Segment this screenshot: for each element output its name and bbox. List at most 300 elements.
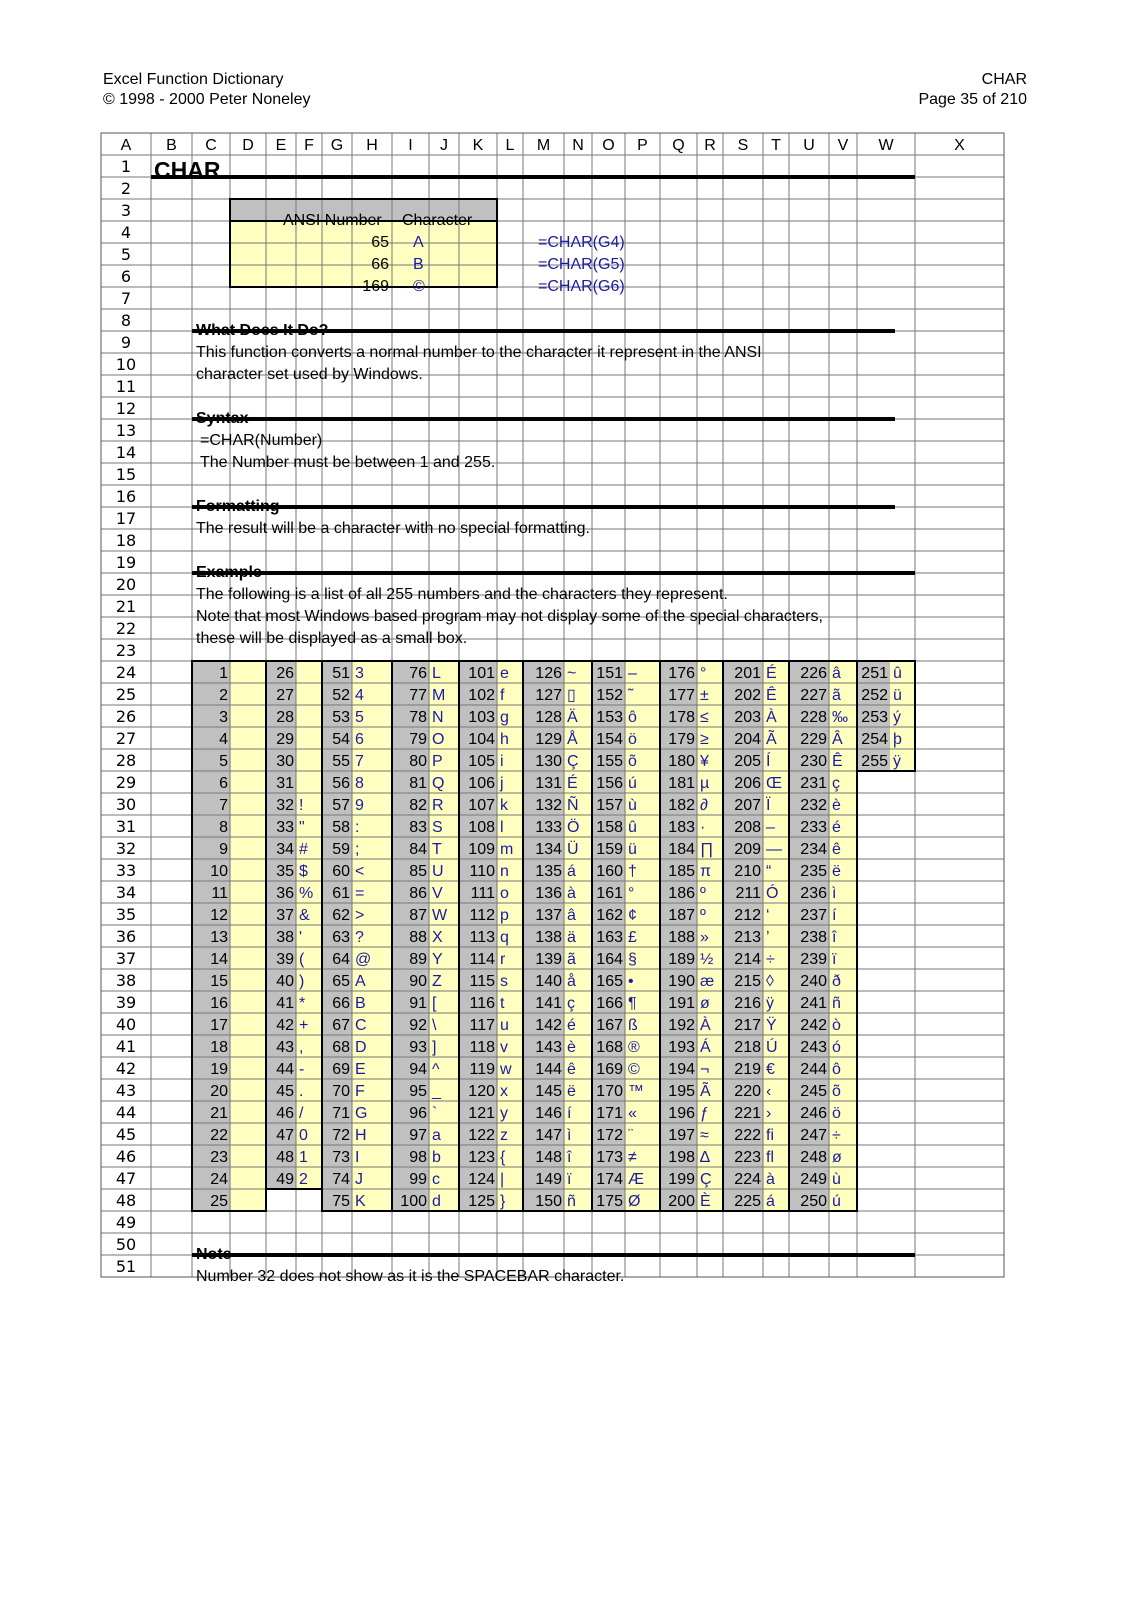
ansi-number: 134 (535, 841, 562, 858)
ansi-number: 130 (535, 753, 562, 770)
ansi-number: 62 (332, 907, 350, 924)
ansi-number: 61 (332, 885, 350, 902)
ansi-number: 37 (276, 907, 294, 924)
ansi-number: 75 (332, 1193, 350, 1210)
ansi-character: ñ (832, 995, 841, 1012)
ansi-number: 160 (596, 863, 623, 880)
ansi-number: 28 (276, 709, 294, 726)
ansi-number: 182 (668, 797, 695, 814)
ansi-character: ß (628, 1017, 638, 1034)
ansi-character: 1 (299, 1149, 308, 1166)
ansi-number: 147 (535, 1127, 562, 1144)
ansi-character: o (500, 885, 509, 902)
row-header-number: 32 (115, 839, 137, 858)
column-header-letter: J (440, 137, 448, 154)
ansi-character: ç (567, 995, 575, 1012)
ansi-number: 29 (276, 731, 294, 748)
ansi-number: 87 (409, 907, 427, 924)
doc-copyright: © 1998 - 2000 Peter Noneley (103, 91, 311, 108)
ansi-character: > (355, 907, 365, 924)
ansi-character: ▯ (567, 687, 576, 704)
ansi-number: 239 (800, 951, 827, 968)
char-table-char-fill (230, 661, 266, 1211)
ansi-number: 195 (668, 1083, 695, 1100)
ansi-character: ï (832, 951, 837, 968)
row-header-number: 12 (115, 399, 137, 418)
ansi-character: Ï (766, 797, 771, 814)
ansi-character: ] (432, 1039, 437, 1056)
ansi-number: 93 (409, 1039, 427, 1056)
ansi-character: ú (628, 775, 637, 792)
what-text: character set used by Windows. (196, 366, 423, 383)
ansi-character: – (628, 665, 637, 682)
ansi-number: 46 (276, 1105, 294, 1122)
ansi-character: H (355, 1127, 367, 1144)
ansi-character: l (500, 819, 504, 836)
ansi-number: 190 (668, 973, 695, 990)
ansi-number: 79 (409, 731, 427, 748)
ansi-number: 233 (800, 819, 827, 836)
demo-number: 65 (371, 234, 389, 251)
ansi-number: 137 (535, 907, 562, 924)
ansi-character: ê (567, 1061, 576, 1078)
ansi-character: Q (432, 775, 445, 792)
ansi-character: = (355, 885, 365, 902)
ansi-number: 85 (409, 863, 427, 880)
ansi-character: ◊ (766, 973, 774, 990)
ansi-number: 22 (210, 1127, 228, 1144)
ansi-character: Æ (628, 1171, 644, 1188)
ansi-character: ; (355, 841, 360, 858)
ansi-number: 200 (668, 1193, 695, 1210)
ansi-number: 11 (211, 885, 228, 902)
ansi-number: 170 (596, 1083, 623, 1100)
ansi-character: u (500, 1017, 509, 1034)
ansi-number: 189 (668, 951, 695, 968)
ansi-number: 159 (596, 841, 623, 858)
ansi-number: 7 (219, 797, 228, 814)
ansi-number: 251 (861, 665, 888, 682)
ansi-number: 226 (800, 665, 827, 682)
column-header-letter: K (472, 137, 484, 154)
row-header-number: 44 (115, 1103, 137, 1122)
ansi-character: ï (567, 1171, 572, 1188)
ansi-number: 201 (734, 665, 761, 682)
column-header-letter: C (205, 137, 217, 154)
ansi-number: 129 (535, 731, 562, 748)
ansi-character: ? (355, 929, 364, 946)
ansi-number: 73 (332, 1149, 350, 1166)
ansi-number: 164 (596, 951, 623, 968)
demo-header-number: ANSI Number (283, 212, 382, 229)
ansi-character: : (355, 819, 360, 836)
ansi-character: & (299, 907, 310, 924)
ansi-character: ö (832, 1105, 841, 1122)
ansi-character: Ø (628, 1193, 641, 1210)
column-header-letter: U (803, 137, 815, 154)
ansi-number: 196 (668, 1105, 695, 1122)
ansi-number: 243 (800, 1039, 827, 1056)
ansi-character: # (299, 841, 308, 858)
ansi-number: 60 (332, 863, 350, 880)
row-header-number: 6 (120, 267, 132, 286)
row-header-number: 10 (115, 355, 137, 374)
ansi-character: 9 (355, 797, 364, 814)
column-header-letter: A (120, 137, 132, 154)
ansi-number: 218 (734, 1039, 761, 1056)
ansi-number: 144 (535, 1061, 562, 1078)
ansi-character: % (299, 885, 314, 902)
ansi-number: 76 (409, 665, 427, 682)
ansi-number: 245 (800, 1083, 827, 1100)
ansi-number: 128 (535, 709, 562, 726)
ansi-character: J (355, 1171, 363, 1188)
row-header-number: 29 (115, 773, 137, 792)
ansi-character: | (500, 1171, 505, 1188)
ansi-character: ø (832, 1149, 842, 1166)
ansi-number: 157 (596, 797, 623, 814)
ansi-character: Ç (567, 753, 579, 770)
ansi-character: ~ (567, 665, 577, 682)
ansi-number: 14 (210, 951, 228, 968)
column-header-letter: N (572, 137, 584, 154)
ansi-number: 202 (734, 687, 761, 704)
ansi-character: » (700, 929, 709, 946)
ansi-character: a (432, 1127, 441, 1144)
ansi-character: ≈ (700, 1127, 709, 1144)
row-header-number: 11 (115, 377, 137, 396)
ansi-character: F (355, 1083, 365, 1100)
ansi-character: ≥ (700, 731, 709, 748)
ansi-character: r (500, 951, 506, 968)
ansi-character: ’ (766, 929, 770, 946)
column-header-letter: F (304, 137, 314, 154)
ansi-number: 249 (800, 1171, 827, 1188)
ansi-character: K (355, 1193, 366, 1210)
ansi-number: 220 (734, 1083, 761, 1100)
doc-title: Excel Function Dictionary (103, 71, 284, 88)
ansi-number: 86 (409, 885, 427, 902)
demo-char: A (413, 234, 424, 251)
ansi-number: 82 (409, 797, 427, 814)
ansi-character: \ (432, 1017, 437, 1034)
ansi-character: b (432, 1149, 441, 1166)
ansi-character: X (432, 929, 443, 946)
ansi-character: è (832, 797, 841, 814)
ansi-character: _ (432, 1083, 441, 1100)
ansi-number: 179 (668, 731, 695, 748)
row-header-number: 33 (115, 861, 137, 880)
ansi-character: ø (700, 995, 710, 1012)
row-header-number: 30 (115, 795, 137, 814)
demo-number: 66 (371, 256, 389, 273)
column-header-letter: G (330, 137, 344, 154)
ansi-number: 30 (276, 753, 294, 770)
ansi-number: 44 (276, 1061, 294, 1078)
row-header-number: 23 (115, 641, 137, 660)
ansi-character: ≠ (628, 1149, 637, 1166)
row-header-number: 13 (115, 421, 137, 440)
ansi-character: ù (832, 1171, 841, 1188)
ansi-number: 47 (276, 1127, 294, 1144)
ansi-number: 139 (535, 951, 562, 968)
ansi-number: 210 (734, 863, 761, 880)
ansi-number: 35 (276, 863, 294, 880)
ansi-number: 110 (469, 863, 495, 880)
ansi-character: ‹ (766, 1083, 772, 1100)
ansi-number: 228 (800, 709, 827, 726)
ansi-character: â (567, 907, 576, 924)
example-text: The following is a list of all 255 numbers and the characters they represent. (196, 586, 728, 603)
ansi-character: – (766, 819, 775, 836)
ansi-character: ( (299, 951, 305, 968)
ansi-number: 23 (210, 1149, 228, 1166)
ansi-number: 146 (535, 1105, 562, 1122)
ansi-number: 5 (219, 753, 228, 770)
row-header-number: 34 (115, 883, 137, 902)
ansi-number: 91 (409, 995, 427, 1012)
ansi-number: 89 (409, 951, 427, 968)
ansi-number: 24 (210, 1171, 228, 1188)
ansi-number: 97 (409, 1127, 427, 1144)
ansi-number: 180 (668, 753, 695, 770)
ansi-character: ä (567, 929, 576, 946)
row-header-number: 18 (115, 531, 137, 550)
ansi-number: 236 (800, 885, 827, 902)
ansi-character: £ (628, 929, 637, 946)
function-name: CHAR (981, 71, 1027, 88)
ansi-character: º (700, 885, 706, 902)
ansi-character: R (432, 797, 444, 814)
ansi-character: ﬁ (766, 1127, 774, 1144)
column-header-letter: B (166, 137, 177, 154)
ansi-character: § (628, 951, 637, 968)
column-header-letter: I (408, 137, 413, 154)
row-header-number: 4 (120, 223, 132, 242)
ansi-number: 198 (668, 1149, 695, 1166)
ansi-character: } (500, 1193, 506, 1210)
ansi-character: þ (893, 731, 902, 748)
ansi-number: 112 (469, 907, 495, 924)
ansi-character: N (432, 709, 444, 726)
ansi-number: 103 (468, 709, 495, 726)
ansi-character: c (432, 1171, 440, 1188)
ansi-number: 69 (332, 1061, 350, 1078)
formatting-text: The result will be a character with no special formatting. (196, 520, 590, 537)
ansi-number: 140 (535, 973, 562, 990)
ansi-number: 135 (535, 863, 562, 880)
ansi-character: ™ (628, 1083, 644, 1100)
ansi-character: ` (432, 1105, 438, 1122)
ansi-character: © (628, 1061, 640, 1078)
ansi-number: 169 (596, 1061, 623, 1078)
ansi-character: n (500, 863, 509, 880)
ansi-number: 38 (276, 929, 294, 946)
row-header-number: 37 (115, 949, 137, 968)
ansi-character: ÷ (766, 951, 775, 968)
ansi-character: * (299, 995, 306, 1012)
ansi-character: ) (299, 973, 305, 990)
ansi-character: " (299, 819, 305, 836)
row-header-number: 25 (115, 685, 137, 704)
ansi-character: à (766, 1171, 775, 1188)
ansi-number: 216 (734, 995, 761, 1012)
ansi-character: G (355, 1105, 368, 1122)
ansi-number: 211 (735, 885, 761, 902)
ansi-number: 252 (861, 687, 888, 704)
ansi-character: å (567, 973, 576, 990)
ansi-character: ê (832, 841, 841, 858)
ansi-number: 12 (210, 907, 228, 924)
ansi-number: 25 (210, 1193, 228, 1210)
ansi-number: 95 (409, 1083, 427, 1100)
ansi-character: ƒ (700, 1105, 709, 1122)
ansi-character: é (567, 1017, 576, 1034)
row-header-number: 9 (120, 333, 132, 352)
ansi-number: 149 (535, 1171, 562, 1188)
ansi-number: 74 (332, 1171, 350, 1188)
ansi-number: 145 (535, 1083, 562, 1100)
ansi-character: Œ (766, 775, 782, 792)
ansi-number: 55 (332, 753, 350, 770)
ansi-character: Ÿ (766, 1017, 777, 1034)
ansi-character: q (500, 929, 509, 946)
ansi-character: L (432, 665, 441, 682)
ansi-character: ¶ (628, 995, 637, 1012)
ansi-number: 6 (219, 775, 228, 792)
ansi-number: 224 (734, 1171, 761, 1188)
ansi-character: 6 (355, 731, 364, 748)
ansi-number: 184 (668, 841, 695, 858)
ansi-number: 88 (409, 929, 427, 946)
ansi-number: 204 (734, 731, 761, 748)
ansi-number: 153 (596, 709, 623, 726)
ansi-number: 42 (276, 1017, 294, 1034)
ansi-number: 143 (535, 1039, 562, 1056)
ansi-number: 235 (800, 863, 827, 880)
row-header-number: 43 (115, 1081, 137, 1100)
ansi-character: Ú (766, 1039, 778, 1056)
row-header-number: 35 (115, 905, 137, 924)
ansi-number: 177 (668, 687, 695, 704)
row-header-number: 51 (115, 1257, 137, 1276)
ansi-character: ÿ (766, 995, 774, 1012)
ansi-character: ç (832, 775, 840, 792)
column-header-letter: D (242, 137, 254, 154)
ansi-character: ¥ (700, 753, 709, 770)
ansi-number: 154 (596, 731, 623, 748)
ansi-number: 192 (668, 1017, 695, 1034)
ansi-character: ^ (432, 1061, 440, 1078)
ansi-number: 27 (276, 687, 294, 704)
ansi-number: 116 (469, 995, 495, 1012)
ansi-number: 171 (596, 1105, 623, 1122)
ansi-number: 151 (596, 665, 623, 682)
ansi-number: 240 (800, 973, 827, 990)
ansi-character: P (432, 753, 443, 770)
ansi-number: 248 (800, 1149, 827, 1166)
ansi-character: î (567, 1149, 572, 1166)
ansi-character: • (628, 973, 634, 990)
ansi-number: 8 (219, 819, 228, 836)
page-number: Page 35 of 210 (918, 91, 1027, 108)
column-header-letter: H (366, 137, 378, 154)
ansi-number: 131 (535, 775, 562, 792)
ansi-number: 113 (469, 929, 495, 946)
ansi-character: V (432, 885, 443, 902)
ansi-character: ¨ (628, 1127, 634, 1144)
ansi-number: 67 (332, 1017, 350, 1034)
ansi-number: 124 (468, 1171, 495, 1188)
ansi-character: é (832, 819, 841, 836)
ansi-number: 222 (734, 1127, 761, 1144)
ansi-character: Ê (766, 687, 777, 704)
demo-number: 169 (362, 278, 389, 295)
ansi-number: 71 (332, 1105, 350, 1122)
ansi-number: 167 (596, 1017, 623, 1034)
ansi-number: 109 (468, 841, 495, 858)
ansi-character: i (500, 753, 504, 770)
ansi-number: 185 (668, 863, 695, 880)
row-header-number: 5 (120, 245, 132, 264)
ansi-character: 2 (299, 1171, 308, 1188)
ansi-character: x (500, 1083, 508, 1100)
ansi-number: 127 (535, 687, 562, 704)
column-header-letter: T (771, 137, 781, 154)
ansi-character: π (700, 863, 712, 880)
ansi-number: 2 (219, 687, 228, 704)
ansi-character: ò (832, 1017, 841, 1034)
ansi-number: 175 (596, 1193, 623, 1210)
ansi-character: ô (628, 709, 637, 726)
column-header-letter: P (637, 137, 648, 154)
ansi-number: 65 (332, 973, 350, 990)
ansi-character: ± (700, 687, 709, 704)
ansi-character: d (432, 1193, 441, 1210)
row-headers (116, 157, 136, 1276)
ansi-character: Â (832, 731, 843, 748)
ansi-number: 63 (332, 929, 350, 946)
ansi-number: 114 (469, 951, 495, 968)
ansi-number: 57 (332, 797, 350, 814)
ansi-character: ‘ (766, 907, 770, 924)
ansi-number: 84 (409, 841, 427, 858)
demo-char: © (413, 278, 425, 295)
ansi-character: — (766, 841, 782, 858)
ansi-character: à (567, 885, 576, 902)
ansi-character: O (432, 731, 445, 748)
ansi-number: 117 (469, 1017, 495, 1034)
row-header-number: 17 (115, 509, 137, 528)
ansi-character: Ñ (567, 797, 579, 814)
ansi-number: 81 (409, 775, 427, 792)
row-header-number: 16 (115, 487, 137, 506)
ansi-character: 4 (355, 687, 364, 704)
ansi-number: 172 (596, 1127, 623, 1144)
ansi-number: 108 (468, 819, 495, 836)
ansi-number: 187 (668, 907, 695, 924)
ansi-character: ∏ (700, 841, 714, 858)
column-header-letter: W (878, 137, 894, 154)
ansi-number: 78 (409, 709, 427, 726)
ansi-character: í (567, 1105, 572, 1122)
column-header-letter: O (602, 137, 615, 154)
ansi-character: ½ (700, 951, 714, 968)
ansi-number: 207 (734, 797, 761, 814)
ansi-number: 150 (535, 1193, 562, 1210)
ansi-number: 98 (409, 1149, 427, 1166)
ansi-number: 165 (596, 973, 623, 990)
